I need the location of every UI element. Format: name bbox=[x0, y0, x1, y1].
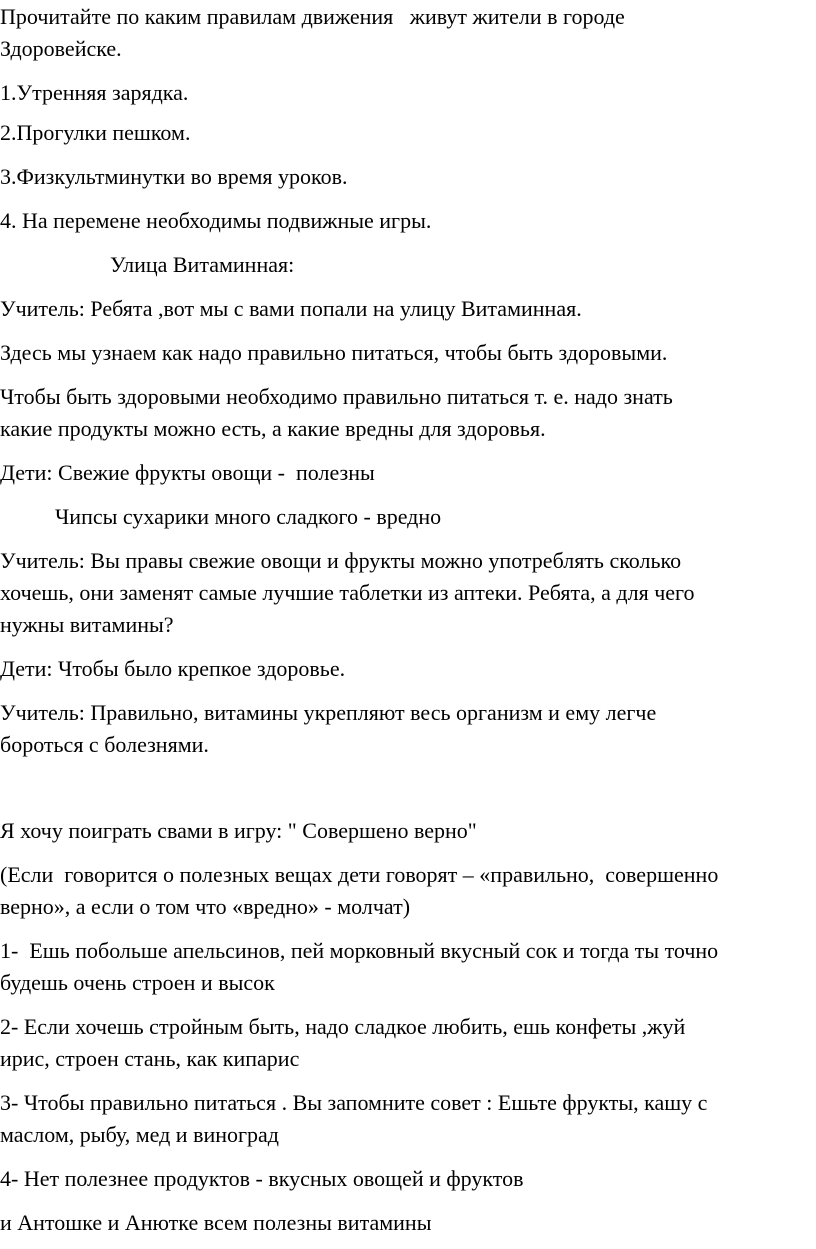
text-line: 3.Физкультминутки во время уроков. bbox=[0, 164, 348, 189]
text-line: хочешь, они заменят самые лучшие таблетки из аптеки. Ребята, а для чего bbox=[0, 580, 695, 605]
text-line: 4- Нет полезнее продуктов - вкусных овощей и фруктов bbox=[0, 1166, 524, 1191]
text-line: 1- Ешь побольше апельсинов, пей морковный вкусный сок и тогда ты точно bbox=[0, 938, 719, 963]
text-line: 2.Прогулки пешком. bbox=[0, 120, 191, 145]
text-line: Чтобы быть здоровыми необходимо правильно питаться т. е. надо знать bbox=[0, 384, 673, 409]
text-line: верно», а если о том что «вредно» - молчат) bbox=[0, 894, 411, 919]
text-line: Учитель: Ребята ,вот мы с вами попали на улицу Витаминная. bbox=[0, 296, 582, 321]
section-heading: Улица Витаминная: bbox=[0, 252, 295, 277]
text-line: и Антошке и Анютке всем полезны витамины bbox=[0, 1210, 432, 1235]
text-line: Здоровейске. bbox=[0, 36, 122, 61]
text-line: бороться с болезнями. bbox=[0, 732, 209, 757]
text-line: маслом, рыбу, мед и виноград bbox=[0, 1122, 279, 1147]
text-line: Дети: Свежие фрукты овощи - полезны bbox=[0, 460, 375, 485]
text-line: 1.Утренняя зарядка. bbox=[0, 80, 189, 105]
text-line: Учитель: Вы правы свежие овощи и фрукты можно употреблять сколько bbox=[0, 548, 682, 573]
text-line: Здесь мы узнаем как надо правильно питаться, чтобы быть здоровыми. bbox=[0, 340, 668, 365]
text-line: (Если говорится о полезных вещах дети говорят – «правильно, совершенно bbox=[0, 862, 719, 887]
text-line: Дети: Чтобы было крепкое здоровье. bbox=[0, 656, 346, 681]
text-line: будешь очень строен и высок bbox=[0, 970, 275, 995]
text-line: 4. На перемене необходимы подвижные игры. bbox=[0, 208, 432, 233]
text-line: Чипсы сухарики много сладкого - вредно bbox=[0, 504, 442, 529]
text-line: 2- Если хочешь стройным быть, надо сладкое любить, ешь конфеты ,жуй bbox=[0, 1014, 686, 1039]
text-line: Я хочу поиграть свами в игру: " Совершено верно" bbox=[0, 818, 477, 843]
text-line: Прочитайте по каким правилам движения живут жители в городе bbox=[0, 4, 625, 29]
text-line: ирис, строен стань, как кипарис bbox=[0, 1046, 300, 1071]
text-line: 3- Чтобы правильно питаться . Вы запомните совет : Ешьте фрукты, кашу с bbox=[0, 1090, 708, 1115]
text-line: какие продукты можно есть, а какие вредны для здоровья. bbox=[0, 416, 546, 441]
text-line: нужны витамины? bbox=[0, 612, 174, 637]
text-line: Учитель: Правильно, витамины укрепляют весь организм и ему легче bbox=[0, 700, 657, 725]
